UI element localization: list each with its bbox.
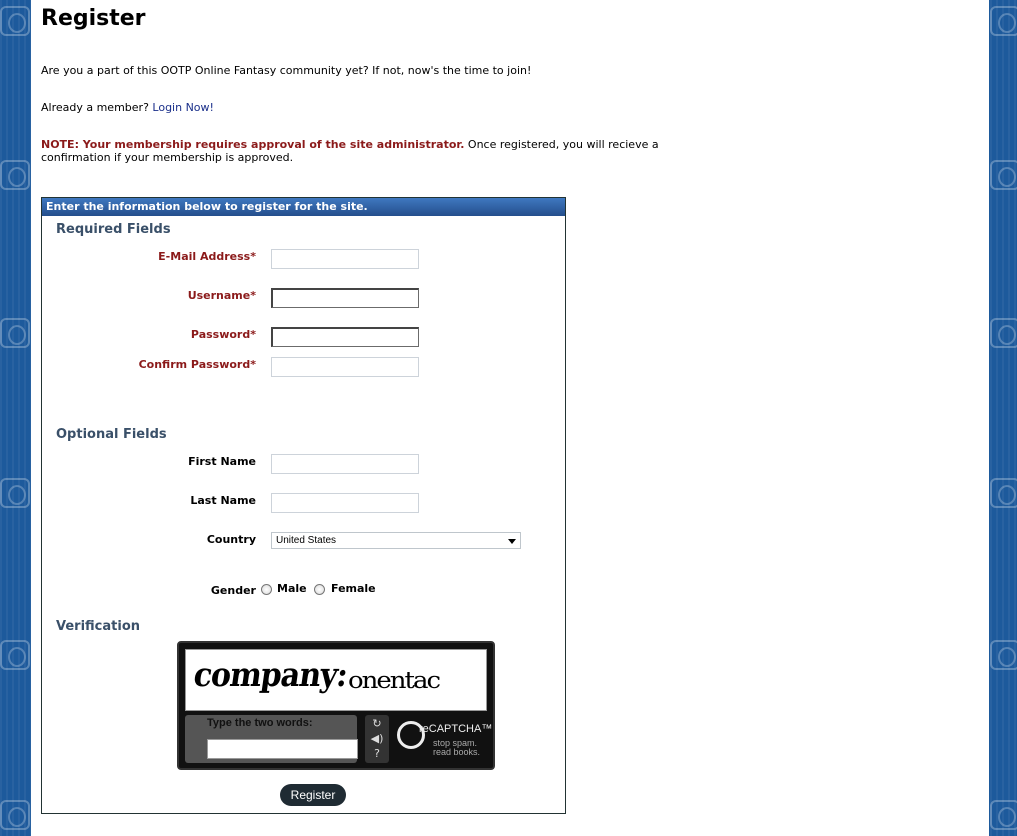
confirm-password-label: Confirm Password* (138, 358, 256, 371)
approval-note (41, 138, 711, 164)
background-logo-left-2 (0, 160, 30, 190)
username-field[interactable] (271, 288, 419, 308)
email-label: E-Mail Address* (158, 250, 256, 263)
background-logo-right-3 (990, 318, 1017, 348)
recaptcha-tagline: stop spam. read books. (433, 738, 481, 757)
background-logo-right-2 (990, 160, 1017, 190)
recaptcha-logo (395, 717, 491, 763)
captcha-input-area (185, 715, 357, 763)
already-member-line (41, 101, 214, 114)
approval-note-rest: Once registered, you will recieve a confirmation if your membership is approved. (41, 138, 659, 164)
background-logo-left-5 (0, 640, 30, 670)
register-button[interactable]: Register (280, 784, 346, 806)
password-label: Password* (190, 328, 256, 341)
gender-male-label[interactable]: Male (277, 582, 307, 595)
captcha-word-1: company: (191, 656, 350, 695)
audio-icon[interactable]: ◀) (370, 732, 384, 745)
last-name-field[interactable] (271, 493, 419, 513)
gender-female-radio[interactable] (314, 584, 325, 595)
intro-text: Are you a part of this OOTP Online Fantasy community yet? If not, now's the time to join! (41, 64, 532, 77)
background-logo-left-3 (0, 318, 30, 348)
captcha-image (185, 649, 487, 711)
first-name-field[interactable] (271, 454, 419, 474)
verification-heading: Verification (56, 619, 141, 634)
required-fields-heading: Required Fields (56, 222, 171, 237)
refresh-icon[interactable]: ↻ (372, 717, 382, 730)
captcha-buttons (365, 715, 389, 763)
content-panel (31, 0, 989, 836)
background-logo-right-6 (990, 800, 1017, 830)
already-member-text: Already a member? (41, 101, 153, 114)
captcha-response-input[interactable] (207, 739, 358, 759)
first-name-label: First Name (188, 455, 256, 468)
help-icon[interactable]: ? (374, 747, 380, 760)
background-logo-left-4 (0, 478, 30, 508)
gender-female-label[interactable]: Female (331, 582, 376, 595)
country-selected-value: United States (276, 535, 337, 546)
registration-form (41, 197, 566, 814)
country-label: Country (206, 533, 256, 546)
last-name-label: Last Name (190, 494, 256, 507)
login-now-link[interactable]: Login Now! (152, 101, 214, 114)
background-logo-left-6 (0, 800, 30, 830)
password-field[interactable] (271, 327, 419, 347)
email-field[interactable] (271, 249, 419, 269)
optional-fields-heading: Optional Fields (56, 427, 167, 442)
page-title: Register (41, 6, 146, 31)
background-logo-right-4 (990, 478, 1017, 508)
recaptcha-widget (177, 641, 495, 770)
username-label: Username* (187, 289, 256, 302)
chevron-down-icon (508, 539, 516, 544)
captcha-prompt: Type the two words: (207, 717, 313, 729)
background-logo-right-5 (990, 640, 1017, 670)
country-select[interactable] (271, 532, 521, 549)
gender-label: Gender (210, 584, 256, 597)
confirm-password-field[interactable] (271, 357, 419, 377)
recaptcha-brand: reCAPTCHA™ (419, 723, 493, 735)
form-header: Enter the information below to register for the site. (42, 198, 565, 216)
approval-note-strong: NOTE: Your membership requires approval of the site administrator. (41, 138, 465, 151)
background-logo-left-1 (0, 6, 30, 36)
background-logo-right-1 (990, 6, 1017, 36)
gender-male-radio[interactable] (261, 584, 272, 595)
captcha-word-2: onentac (348, 667, 440, 695)
